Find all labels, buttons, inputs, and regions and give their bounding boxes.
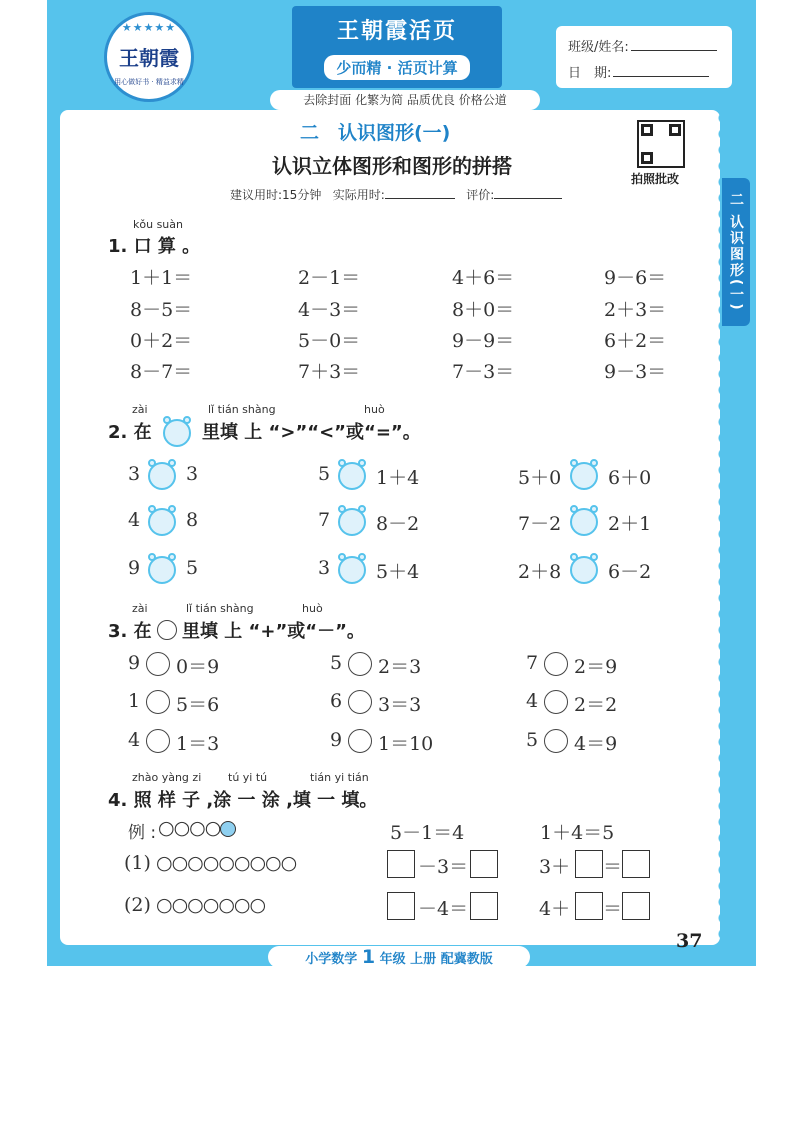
answer-box[interactable] — [622, 892, 650, 920]
row1-circles[interactable]: ○○○○○○○○○ — [156, 852, 297, 874]
actual-time-label: 实际用时: — [332, 188, 385, 202]
q3-pinyin-zai: zài — [132, 602, 148, 615]
q2-title-start: 2. 在 — [108, 422, 152, 443]
q3-left: 7 — [526, 652, 539, 674]
answer-circle[interactable] — [544, 690, 568, 714]
q2-pinyin-huo: huò — [364, 403, 385, 416]
q2-title-end: 里填 上 “>”“<”或“=”。 — [202, 422, 421, 443]
circle-icon — [157, 620, 177, 640]
q2-right: 6－2 — [608, 561, 652, 583]
q2-right: 2＋1 — [608, 513, 652, 535]
q2-left: 7 — [318, 509, 331, 531]
q1-item: 2－1＝ — [298, 267, 361, 289]
example-label: 例 : — [128, 823, 157, 843]
logo-stars: ★★★★★ — [121, 21, 177, 34]
q2-pinyin-fill: lǐ tián shàng — [208, 403, 276, 416]
q3-right: 2＝9 — [574, 656, 618, 678]
row2-op1: －4＝ — [418, 898, 469, 920]
evaluation-field[interactable] — [494, 188, 562, 199]
answer-bubble[interactable] — [570, 462, 598, 490]
student-info-box — [556, 26, 732, 88]
answer-circle[interactable] — [348, 729, 372, 753]
q1-item: 5－0＝ — [298, 330, 361, 352]
class-name-row — [568, 36, 717, 55]
q3-left: 6 — [330, 690, 343, 712]
answer-box[interactable] — [622, 850, 650, 878]
q1-item: 4－3＝ — [298, 299, 361, 321]
answer-bubble[interactable] — [148, 556, 176, 584]
q1-item: 8＋0＝ — [452, 299, 515, 321]
left-wave-edge — [54, 110, 64, 945]
answer-bubble[interactable] — [570, 556, 598, 584]
lesson-title: 认识立体图形和图形的拼搭 — [272, 154, 512, 178]
q1-item: 8－7＝ — [130, 361, 193, 383]
brand-banner — [292, 6, 502, 88]
answer-box[interactable] — [470, 850, 498, 878]
q3-pinyin-huo: huò — [302, 602, 323, 615]
answer-bubble[interactable] — [338, 462, 366, 490]
q3-left: 5 — [526, 729, 539, 751]
footer-subject: 小学数学 — [305, 952, 358, 967]
q3-right: 5＝6 — [176, 694, 220, 716]
q2-pinyin-zai: zài — [132, 403, 148, 416]
q3-right: 4＝9 — [574, 733, 618, 755]
example-circles — [158, 817, 236, 839]
answer-circle[interactable] — [146, 690, 170, 714]
q1-item: 4＋6＝ — [452, 267, 515, 289]
answer-bubble[interactable] — [148, 508, 176, 536]
q2-right: 8－2 — [376, 513, 420, 535]
answer-box[interactable] — [387, 850, 415, 878]
q1-item: 0＋2＝ — [130, 330, 193, 352]
slogan: 去除封面 化繁为简 品质优良 价格公道 — [270, 90, 540, 110]
q3-title-end: 里填 上 “+”或“－”。 — [182, 621, 365, 642]
q2-left: 5 — [318, 463, 331, 485]
q3-right: 2＝2 — [574, 694, 618, 716]
answer-circle[interactable] — [348, 690, 372, 714]
q2-right: 3 — [186, 463, 199, 485]
row1-op2a: 3＋ — [539, 856, 571, 878]
q3-left: 9 — [330, 729, 343, 751]
answer-box[interactable] — [575, 850, 603, 878]
publisher-logo — [104, 12, 194, 102]
time-evaluation-line — [230, 186, 562, 203]
footer-banner — [268, 946, 530, 968]
footer-grade-number: 1 — [361, 946, 376, 968]
q3-right: 0＝9 — [176, 656, 220, 678]
row2-label: (2) — [124, 894, 151, 916]
q2-left: 5＋0 — [518, 467, 562, 489]
class-name-field[interactable] — [631, 38, 717, 51]
answer-circle[interactable] — [544, 729, 568, 753]
answer-box[interactable] — [387, 892, 415, 920]
q4-pinyin-3: tián yi tián — [310, 771, 369, 784]
q2-right: 5＋4 — [376, 561, 420, 583]
answer-box[interactable] — [575, 892, 603, 920]
q3-left: 1 — [128, 690, 141, 712]
logo-subtext: 用心做好书 · 精益求精 — [114, 78, 184, 86]
q3-pinyin-fill: lǐ tián shàng — [186, 602, 254, 615]
q2-right: 6＋0 — [608, 467, 652, 489]
answer-box[interactable] — [470, 892, 498, 920]
q1-item: 9－9＝ — [452, 330, 515, 352]
row2-op2b: ＝ — [603, 898, 623, 920]
row2-circles[interactable]: ○○○○○○○ — [156, 894, 266, 916]
q1-item: 1＋1＝ — [130, 267, 193, 289]
q1-title: 1. 口 算 。 — [108, 236, 201, 257]
class-name-label: 班级/姓名: — [568, 40, 629, 55]
side-tab: 二 认识图形(一) — [722, 178, 750, 326]
q2-left: 3 — [128, 463, 141, 485]
footer-grade: 年级 — [379, 952, 406, 967]
answer-circle[interactable] — [544, 652, 568, 676]
q4-pinyin-1: zhào yàng zi — [132, 771, 202, 784]
date-field[interactable] — [613, 64, 709, 77]
q2-right: 1＋4 — [376, 467, 420, 489]
q2-right: 8 — [186, 509, 199, 531]
q2-left: 2＋8 — [518, 561, 562, 583]
qr-label: 拍照批改 — [631, 172, 680, 186]
row2-op2a: 4＋ — [539, 898, 571, 920]
q3-right: 1＝10 — [378, 733, 434, 755]
qr-code[interactable] — [637, 120, 685, 168]
footer-edition: 配冀教版 — [440, 952, 493, 967]
q1-item: 7－3＝ — [452, 361, 515, 383]
date-row — [568, 62, 709, 81]
actual-time-field[interactable] — [385, 188, 455, 199]
q3-left: 9 — [128, 652, 141, 674]
row1-op2b: ＝ — [603, 856, 623, 878]
example-circles-empty: ○○○○ — [158, 817, 221, 839]
q3-right: 1＝3 — [176, 733, 220, 755]
answer-circle[interactable] — [348, 652, 372, 676]
q1-item: 2＋3＝ — [604, 299, 667, 321]
q3-title-start: 3. 在 — [108, 621, 152, 642]
example-equation-2: 1＋4＝5 — [540, 822, 615, 844]
q2-left: 7－2 — [518, 513, 562, 535]
q2-left: 3 — [318, 557, 331, 579]
evaluation-label: 评价: — [466, 188, 495, 202]
q2-right: 5 — [186, 557, 199, 579]
q3-left: 4 — [526, 690, 539, 712]
answer-bubble[interactable] — [148, 462, 176, 490]
q4-pinyin-2: tú yi tú — [228, 771, 268, 784]
q3-right: 2＝3 — [378, 656, 422, 678]
q1-item: 7＋3＝ — [298, 361, 361, 383]
answer-bubble[interactable] — [570, 508, 598, 536]
brand-subtitle: 少而精 · 活页计算 — [324, 55, 469, 80]
answer-bubble[interactable] — [338, 556, 366, 584]
bubble-icon — [163, 419, 191, 447]
q2-left: 9 — [128, 557, 141, 579]
answer-bubble[interactable] — [338, 508, 366, 536]
row1-op1: －3＝ — [418, 856, 469, 878]
footer-volume: 上册 — [410, 952, 437, 967]
answer-circle[interactable] — [146, 729, 170, 753]
example-equation-1: 5－1＝4 — [390, 822, 465, 844]
q1-item: 6＋2＝ — [604, 330, 667, 352]
q3-right: 3＝3 — [378, 694, 422, 716]
q3-left: 4 — [128, 729, 141, 751]
answer-circle[interactable] — [146, 652, 170, 676]
q1-pinyin: kǒu suàn — [133, 218, 183, 231]
filled-circle-icon — [220, 821, 236, 837]
chapter-title: 二 认识图形(一) — [300, 122, 451, 144]
logo-text: 王朝霞 — [119, 46, 179, 70]
row1-label: (1) — [124, 852, 151, 874]
q1-item: 8－5＝ — [130, 299, 193, 321]
q1-item: 9－3＝ — [604, 361, 667, 383]
suggested-time: 建议用时:15分钟 — [230, 188, 322, 202]
q4-title: 4. 照 样 子 ,涂 一 涂 ,填 一 填。 — [108, 790, 378, 811]
q1-item: 9－6＝ — [604, 267, 667, 289]
q3-left: 5 — [330, 652, 343, 674]
date-label: 日 期: — [568, 66, 612, 81]
brand-title: 王朝霞活页 — [336, 19, 457, 44]
page-number: 37 — [676, 930, 703, 952]
q2-left: 4 — [128, 509, 141, 531]
